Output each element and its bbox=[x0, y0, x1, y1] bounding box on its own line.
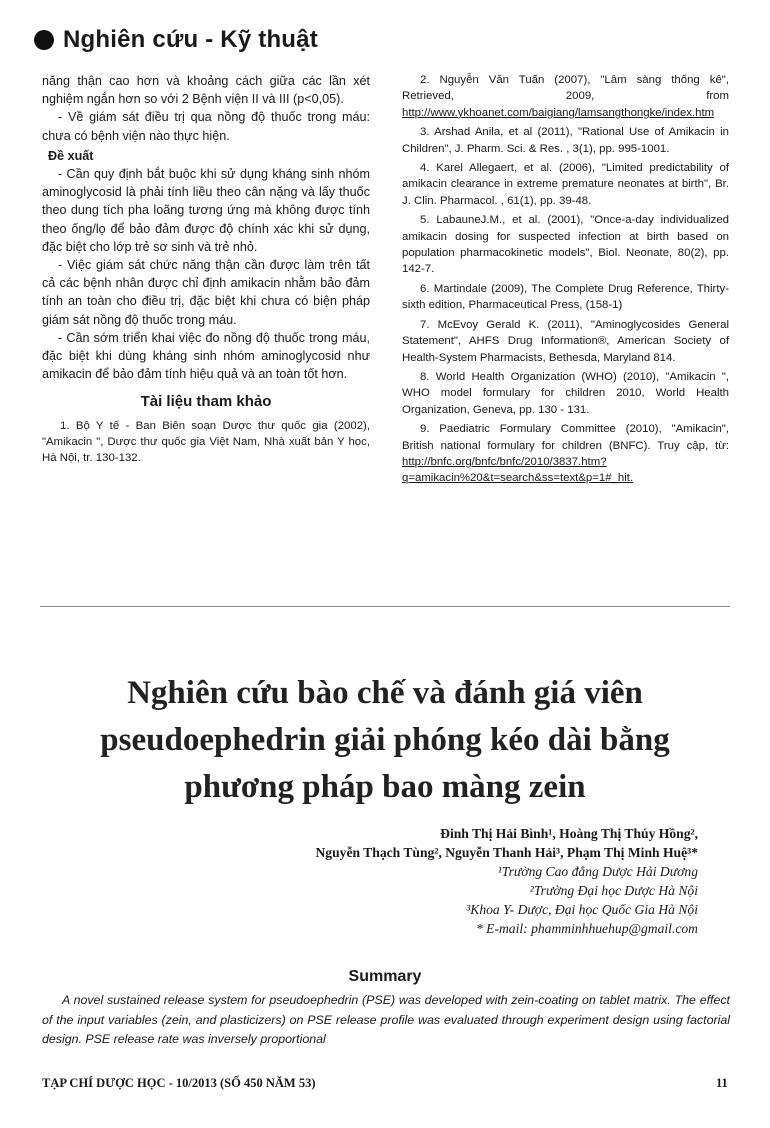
title-line: phương pháp bao màng zein bbox=[184, 769, 586, 805]
reference-item: 1. Bộ Y tế - Ban Biên soạn Dược thư quốc gia (2002), "Amikacin ", Dược thư quốc gia Việt Nam, Nhà xuất bản Y học, Hà Nội, tr. 130-132. bbox=[42, 419, 370, 465]
paragraph: - Việc giám sát chức năng thận cần được làm trên tất cả các bệnh nhân được chỉ định amikacin nhằm bảo đảm tính an toàn cho điều trị, đặc biệt khi chưa có biện pháp giám sát nồng độ thuốc trong máu. bbox=[42, 258, 370, 327]
paragraph: - Cần sớm triển khai việc đo nồng độ thuốc trong máu, đặc biệt khi dùng kháng sinh nhóm aminoglycosid như amikacin để bảo đảm tính hiệu quả và an toàn tốt hơn. bbox=[42, 330, 370, 382]
journal-footer: TẠP CHÍ DƯỢC HỌC - 10/2013 (SỐ 450 NĂM 53) bbox=[42, 1076, 316, 1090]
page-number: 11 bbox=[716, 1076, 728, 1090]
affiliation: ³Khoa Y- Dược, Đại học Quốc Gia Hà Nội bbox=[466, 902, 698, 917]
bullet-icon bbox=[34, 30, 54, 50]
authors-line: Đinh Thị Hải Bình¹, Hoàng Thị Thúy Hồng², bbox=[440, 826, 698, 841]
affiliation: ¹Trường Cao đẳng Dược Hải Dương bbox=[497, 864, 698, 879]
authors-line: Nguyễn Thạch Tùng², Nguyễn Thanh Hải³, Phạm Thị Minh Huệ³* bbox=[315, 845, 698, 860]
reference-item: 7. McEvoy Gerald K. (2011), "Aminoglycosides General Statement", AHFS Drug Information®, American Society of Health-System Pharmacists, Bethesda, Maryland 814. bbox=[402, 318, 729, 364]
affiliation: ²Trường Đại học Dược Hà Nội bbox=[529, 883, 698, 898]
subheading: Đề xuất bbox=[48, 148, 94, 163]
section-header bbox=[34, 26, 318, 54]
reference-text: 2. Nguyễn Văn Tuấn (2007), "Lâm sàng thống kê", Retrieved, 2009, from bbox=[402, 74, 729, 103]
paragraph: - Cần quy định bắt buộc khi sử dụng kháng sinh nhóm aminoglycosid là phải tính liều theo cân nặng và lấy thuốc theo dung tích pha loãng tương ứng mà không được tính theo ống/lọ để bảo đảm được độ chính xác khi sử dụng, đặc biệt cho lớp trẻ sơ sinh và trẻ nhỏ. bbox=[42, 167, 370, 254]
reference-item: 6. Martindale (2009), The Complete Drug Reference, Thirty-sixth edition, Pharmaceutical Press, (158-1) bbox=[402, 282, 729, 312]
title-line: pseudoephedrin giải phóng kéo dài bằng bbox=[100, 722, 670, 758]
email: * E-mail: phamminhhuehup@gmail.com bbox=[475, 921, 698, 936]
reference-item: 4. Karel Allegaert, et al. (2006), "Limited predictability of amikacin clearance in extreme premature neonates at birth", Br. J. Clin. Pharmacol. , 61(1), pp. 39-48. bbox=[402, 162, 729, 207]
reference-item bbox=[402, 72, 729, 121]
left-column bbox=[42, 72, 370, 467]
section-title: Nghiên cứu - Kỹ thuật bbox=[63, 26, 318, 53]
article-title bbox=[40, 670, 730, 811]
title-line: Nghiên cứu bào chế và đánh giá viên bbox=[127, 675, 643, 711]
summary-title: Summary bbox=[348, 968, 422, 985]
reference-item bbox=[402, 421, 729, 487]
summary-text: A novel sustained release system for pseudoephedrin (PSE) was developed with zein-coating on tablet matrix. The effect of the input variables (zein, and plasticizers) on PSE release profile was evaluated through experiment design using factorial design. PSE release rate was inversely proportional bbox=[42, 993, 730, 1046]
right-column bbox=[402, 72, 729, 490]
reference-item: 3. Arshad Anila, et al (2011), "Rational Use of Amikacin in Children", J. Pharm. Sci. & Res. , 3(1), pp. 995-1001. bbox=[402, 126, 729, 155]
reference-text: 9. Paediatric Formulary Committee (2010), "Amikacin", British national formulary for children (BNFC). Truy cập, từ: bbox=[402, 423, 729, 452]
authors-block bbox=[315, 824, 698, 938]
paragraph: - Về giám sát điều trị qua nồng độ thuốc trong máu: chưa có bệnh viện nào thực hiện. bbox=[42, 110, 370, 143]
reference-item: 8. World Health Organization (WHO) (2010), "Amikacin ", WHO model formulary for children 2010, World Health Organization, Geneva, pp. 130 - 131. bbox=[402, 370, 729, 416]
reference-item: 5. LabauneJ.M., et al. (2001), "Once-a-day individualized amikacin dosing for suspected infection at birth based on population pharmacokinetic models", Biol. Neonate, 80(2), pp. 142-7. bbox=[402, 214, 729, 276]
section-divider bbox=[40, 606, 730, 607]
paragraph: năng thận cao hơn và khoảng cách giữa các lần xét nghiệm ngắn hơn so với 2 Bệnh viện II và III (p<0,05). bbox=[42, 74, 370, 107]
reference-link[interactable]: http://www.ykhoanet.com/baigiang/lamsangthongke/index.htm bbox=[402, 106, 715, 119]
references-title: Tài liệu tham khảo bbox=[140, 393, 272, 411]
reference-link[interactable]: http://bnfc.org/bnfc/bnfc/2010/3837.htm?q=amikacin%20&t=search&ss=text&p=1#_hit. bbox=[402, 455, 634, 485]
